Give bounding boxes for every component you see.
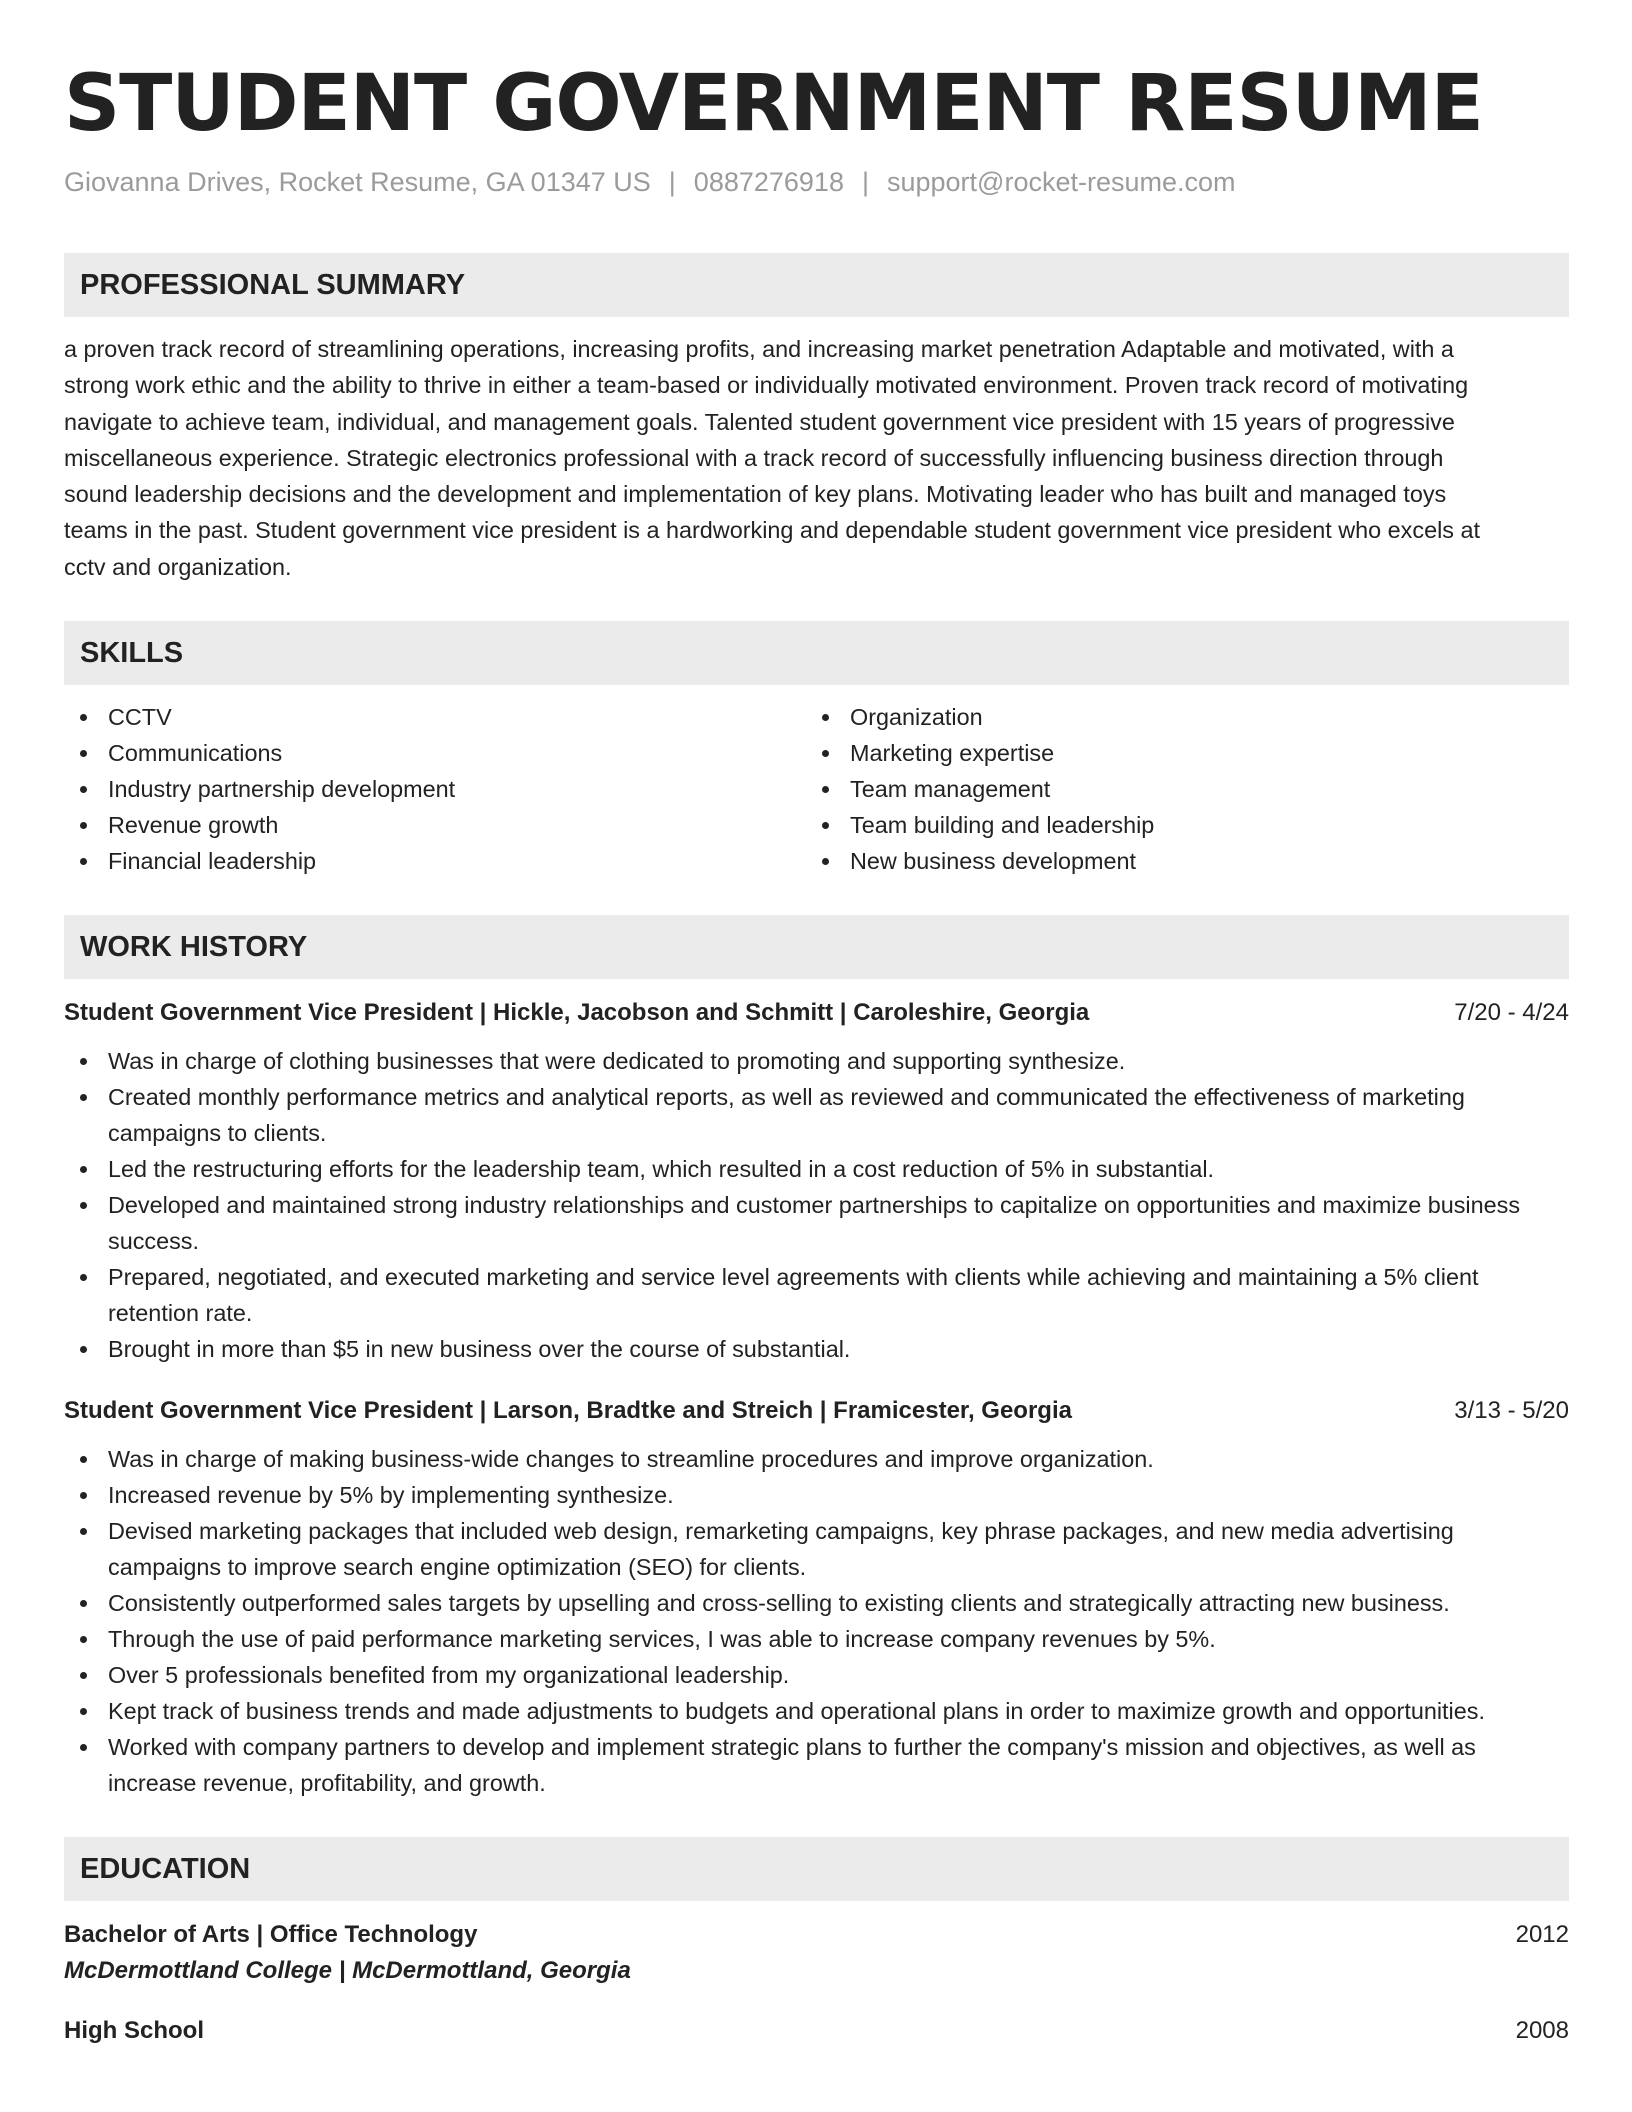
skill-item: New business development [806,843,1548,879]
job-bullet: Led the restructuring efforts for the leadership team, which resulted in a cost reduction of 5% in substantial. [64,1151,1569,1187]
summary-line: sound leadership decisions and the development and implementation of key plans. Motivating leader who has built and managed toys [64,481,1447,508]
contact-address: Giovanna Drives, Rocket Resume, GA 01347 US [64,167,651,197]
summary-line: cctv and organization. [64,553,292,580]
contact-line [64,167,1569,198]
job-bullet: Devised marketing packages that included web design, remarketing campaigns, key phrase packages, and new media advertising campaigns to improve search engine optimization (SEO) for clients. [64,1513,1569,1585]
skill-item: Revenue growth [64,807,806,843]
summary-line: strong work ethic and the ability to thrive in either a team-based or individually motivated environment. Proven track record of motivating [64,372,1469,399]
education-section-header: EDUCATION [64,1837,1569,1901]
skill-item: Organization [806,699,1548,735]
education-year: 2012 [1515,1921,1569,1949]
job-bullet: Brought in more than $5 in new business over the course of substantial. [64,1331,1569,1367]
skill-item: Team management [806,771,1548,807]
job-dates: 3/13 - 5/20 [1454,1397,1569,1425]
summary-line: a proven track record of streamlining operations, increasing profits, and increasing market penetration Adaptable and motivated, with a [64,336,1454,362]
summary-line: miscellaneous experience. Strategic electronics professional with a track record of successfully influencing business direction through [64,444,1444,471]
skill-item: Industry partnership development [64,771,806,807]
education-school: McDermottland College | McDermottland, Georgia [64,1957,631,1985]
resume-title: STUDENT GOVERNMENT RESUME [64,59,1483,149]
job-bullets [64,1441,1569,1801]
skill-item: Marketing expertise [806,735,1548,771]
job-title: Student Government Vice President | Larson, Bradtke and Streich | Framicester, Georgia [64,1397,1072,1425]
skills-section-header: SKILLS [64,621,1569,685]
contact-phone: 0887276918 [693,167,844,197]
job-dates: 7/20 - 4/24 [1454,999,1569,1027]
education-degree: Bachelor of Arts | Office Technology [64,1921,478,1949]
job-bullet: Created monthly performance metrics and analytical reports, as well as reviewed and communicated the effectiveness of marketing campaigns to clients. [64,1079,1569,1151]
job-bullet: Through the use of paid performance marketing services, I was able to increase company revenues by 5%. [64,1621,1569,1657]
job-bullet: Was in charge of making business-wide changes to streamline procedures and improve organization. [64,1441,1569,1477]
job-bullet: Consistently outperformed sales targets by upselling and cross-selling to existing clients and strategically attracting new business. [64,1585,1569,1621]
skills-column-left [64,699,806,879]
job-bullet: Prepared, negotiated, and executed marketing and service level agreements with clients while achieving and maintaining a 5% client retention rate. [64,1259,1569,1331]
job-header [64,1397,1569,1425]
job-bullet: Was in charge of clothing businesses that were dedicated to promoting and supporting synthesize. [64,1043,1569,1079]
job-bullet: Worked with company partners to develop and implement strategic plans to further the company's mission and objectives, as well as increase revenue, profitability, and growth. [64,1729,1569,1801]
job-bullet: Over 5 professionals benefited from my organizational leadership. [64,1657,1569,1693]
skills-grid [64,699,1569,879]
job-header [64,999,1569,1027]
job-bullets [64,1043,1569,1367]
contact-separator: | [668,167,676,197]
summary-section-header: PROFESSIONAL SUMMARY [64,253,1569,317]
summary-line: teams in the past. Student government vice president is a hardworking and dependable student government vice president who excels at [64,517,1480,544]
skills-column-right [806,699,1548,879]
skill-item: CCTV [64,699,806,735]
job-bullet: Kept track of business trends and made adjustments to budgets and operational plans in order to maximize growth and opportunities. [64,1693,1569,1729]
summary-text [64,331,1569,585]
education-degree: High School [64,2017,204,2045]
job-title: Student Government Vice President | Hickle, Jacobson and Schmitt | Caroleshire, Georgia [64,999,1090,1027]
work-history-section-header: WORK HISTORY [64,915,1569,979]
education-year: 2008 [1515,2017,1569,2045]
education-entry-header [64,1921,1569,1949]
contact-email: support@rocket-resume.com [886,167,1236,197]
job-bullet: Increased revenue by 5% by implementing synthesize. [64,1477,1569,1513]
skill-item: Team building and leadership [806,807,1548,843]
job-bullet: Developed and maintained strong industry relationships and customer partnerships to capitalize on opportunities and maximize business success. [64,1187,1569,1259]
contact-separator: | [861,167,869,197]
skill-item: Financial leadership [64,843,806,879]
skill-item: Communications [64,735,806,771]
summary-line: navigate to achieve team, individual, and management goals. Talented student government vice president with 15 years of progressive [64,408,1455,435]
education-entry-header [64,2017,1569,2045]
